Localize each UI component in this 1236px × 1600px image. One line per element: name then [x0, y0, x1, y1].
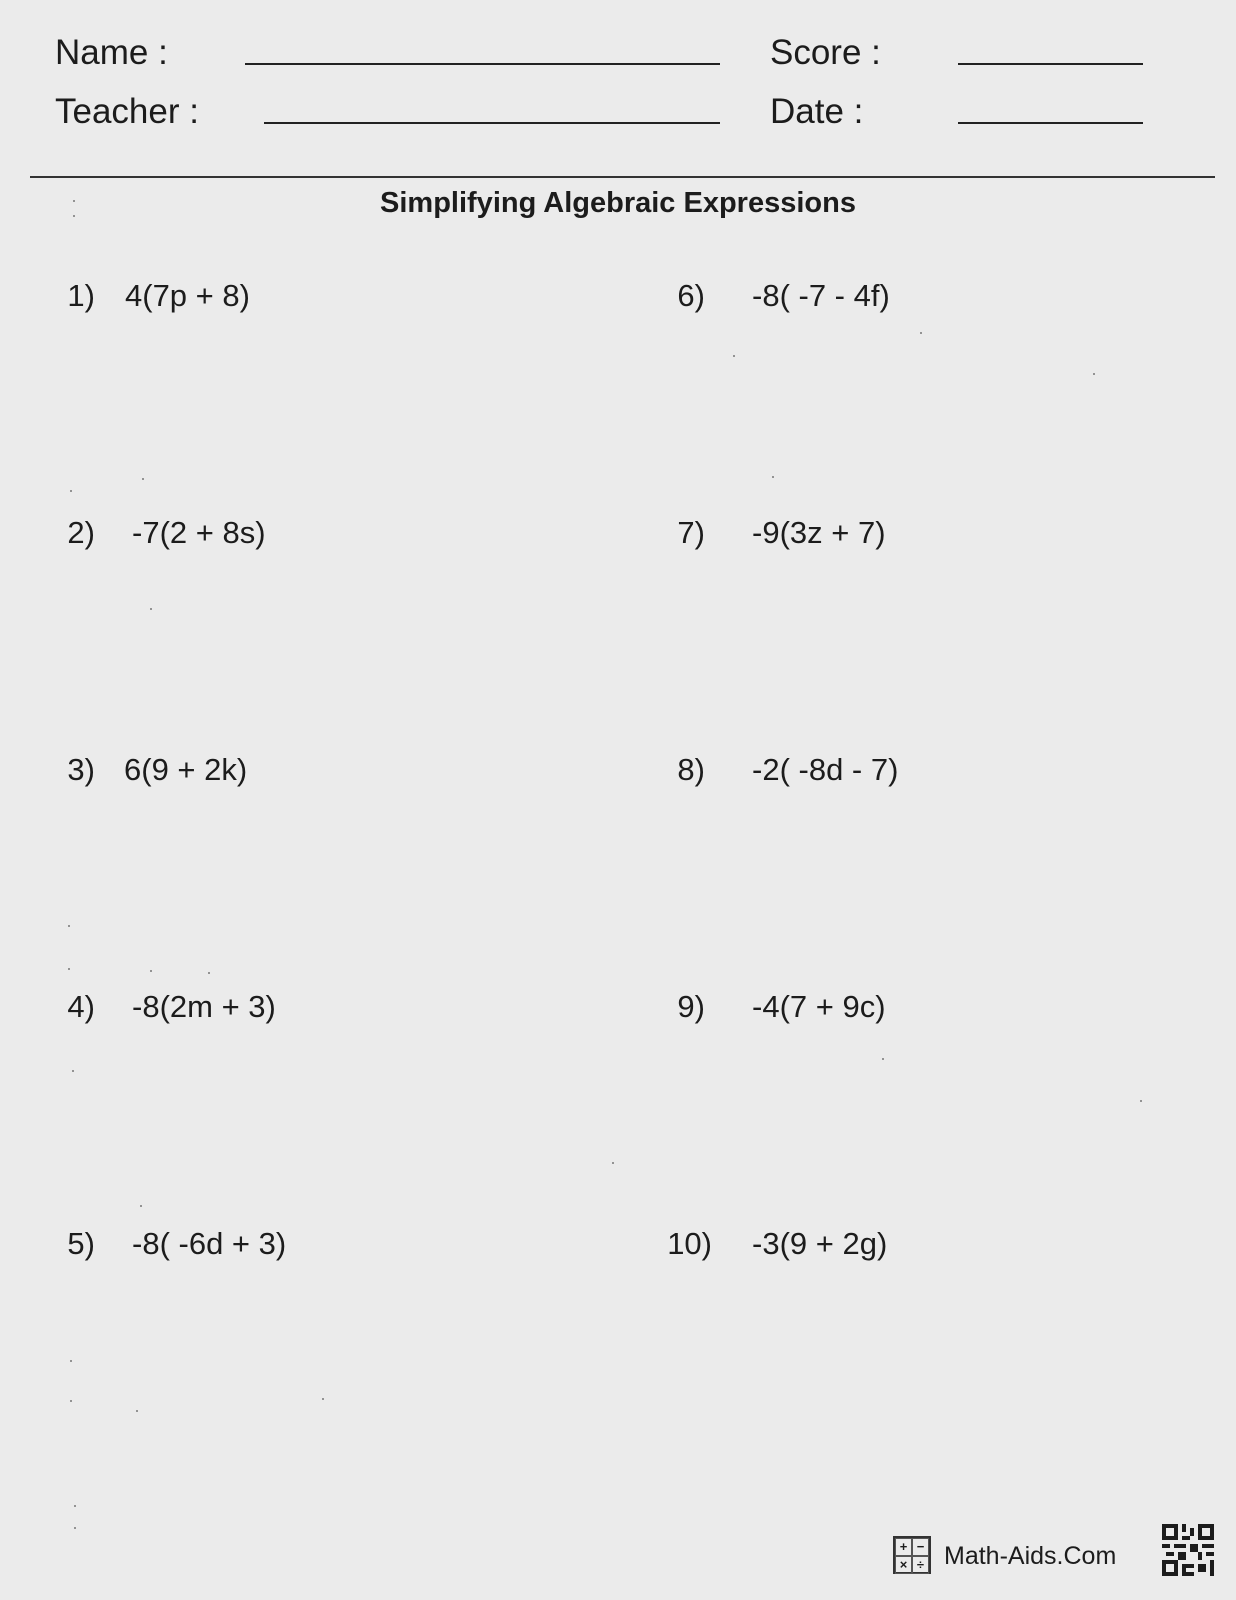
date-blank — [958, 122, 1143, 124]
scan-speck — [920, 332, 922, 334]
scan-speck — [612, 1162, 614, 1164]
name-label: Name : — [55, 33, 168, 72]
footer-site: Math-Aids.Com — [944, 1542, 1117, 1570]
scan-speck — [772, 476, 774, 478]
scan-speck — [72, 1070, 74, 1072]
scan-speck — [1140, 1100, 1142, 1102]
problem-expression: -2( -8d - 7) — [752, 752, 899, 787]
problem-expression: -3(9 + 2g) — [752, 1226, 888, 1261]
problem-number: 7) — [677, 515, 705, 550]
problem-number: 6) — [677, 278, 705, 313]
score-blank — [958, 63, 1143, 65]
scan-speck — [322, 1398, 324, 1400]
scan-speck — [68, 968, 70, 970]
problem-expression: 6(9 + 2k) — [124, 752, 248, 787]
scan-speck — [73, 215, 75, 217]
scan-speck — [150, 608, 152, 610]
problem-number: 2) — [67, 515, 95, 550]
problem-number: 10) — [667, 1226, 712, 1261]
scan-speck — [733, 355, 735, 357]
calculator-icon: + − × ÷ — [893, 1536, 931, 1574]
problem-number: 9) — [677, 989, 705, 1024]
scan-speck — [73, 200, 75, 202]
problem-number: 5) — [67, 1226, 95, 1261]
score-label: Score : — [770, 33, 881, 72]
qr-code-icon — [1162, 1524, 1214, 1576]
scan-speck — [142, 478, 144, 480]
teacher-blank — [264, 122, 720, 124]
name-blank — [245, 63, 720, 65]
teacher-label: Teacher : — [55, 92, 199, 131]
scan-speck — [1093, 373, 1095, 375]
problem-expression: -8(2m + 3) — [132, 989, 276, 1024]
problem-number: 4) — [67, 989, 95, 1024]
problem-expression: -8( -6d + 3) — [132, 1226, 287, 1261]
scan-speck — [136, 1410, 138, 1412]
problem-number: 3) — [67, 752, 95, 787]
problem-expression: -7(2 + 8s) — [132, 515, 266, 550]
scan-speck — [74, 1527, 76, 1529]
problem-expression: 4(7p + 8) — [125, 278, 250, 313]
problem-expression: -8( -7 - 4f) — [752, 278, 890, 313]
scan-speck — [74, 1505, 76, 1507]
worksheet-title: Simplifying Algebraic Expressions — [380, 187, 856, 219]
scan-speck — [70, 490, 72, 492]
scan-speck — [140, 1205, 142, 1207]
scan-speck — [208, 972, 210, 974]
date-label: Date : — [770, 92, 864, 131]
problem-expression: -9(3z + 7) — [752, 515, 886, 550]
scan-speck — [68, 925, 70, 927]
header-divider — [30, 176, 1215, 178]
problem-expression: -4(7 + 9c) — [752, 989, 886, 1024]
problem-number: 8) — [677, 752, 705, 787]
scan-speck — [150, 970, 152, 972]
scan-speck — [70, 1360, 72, 1362]
problem-number: 1) — [67, 278, 95, 313]
scan-speck — [70, 1400, 72, 1402]
scan-speck — [882, 1058, 884, 1060]
